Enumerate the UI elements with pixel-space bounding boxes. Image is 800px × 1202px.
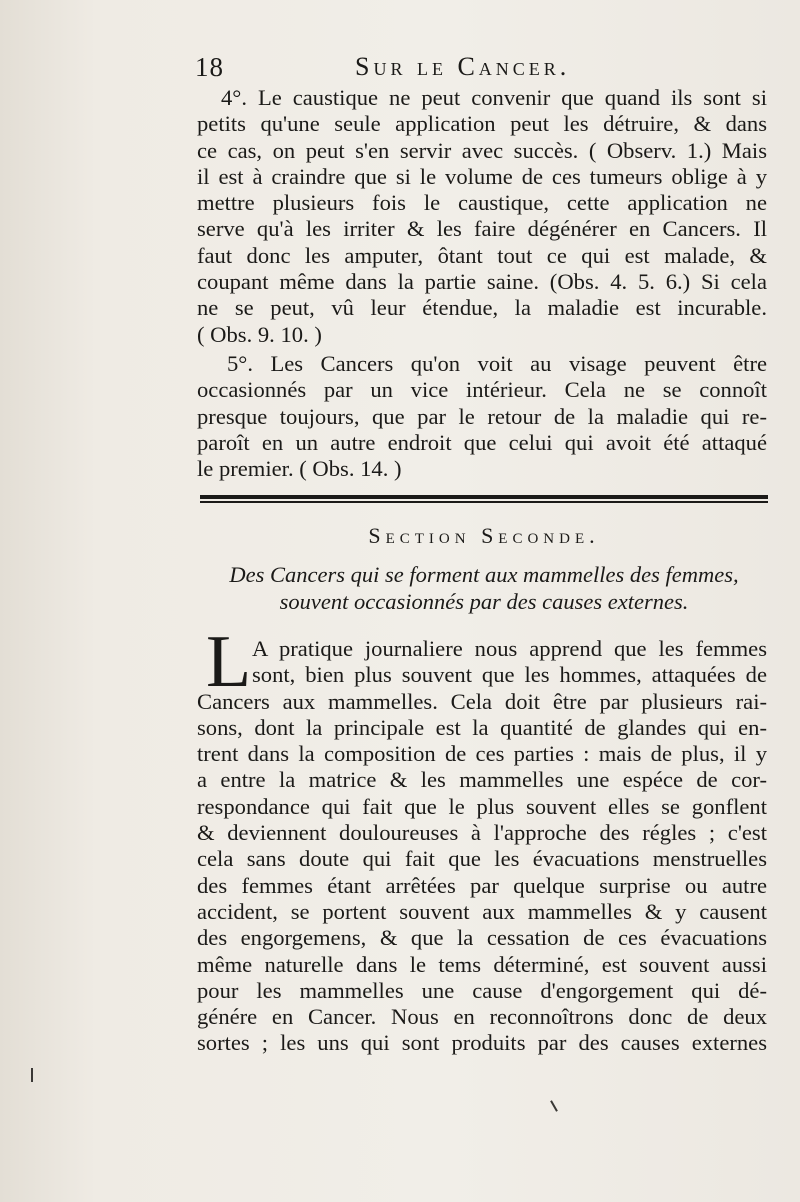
section-subtitle — [200, 561, 768, 615]
text-line: cela sans doute qui fait que les évacuations menstruelles — [197, 846, 767, 872]
text-line: mettre plusieurs fois le caustique, cette application ne — [197, 190, 767, 216]
divider-thick-rule — [200, 495, 768, 499]
text-line: petits qu'une seule application peut les détruire, & dans — [197, 111, 767, 137]
text-line: 4°. Le caustique ne peut convenir que quand ils sont si — [221, 85, 767, 110]
text-line: génére en Cancer. Nous en reconnoîtrons donc de deux — [197, 1004, 767, 1030]
text-line: & deviennent douloureuses à l'approche des régles ; c'est — [197, 820, 767, 846]
text-line: il est à craindre que si le volume de ces tumeurs oblige à y — [197, 163, 767, 189]
text-line: des engorgemens, & que la cessation de ces évacuations — [197, 925, 767, 951]
text-line: sont, bien plus souvent que les hommes, attaquées de — [252, 662, 767, 688]
text-line: des femmes étant arrêtées par quelque surprise ou autre — [197, 872, 767, 898]
text-line: Cancers aux mammelles. Cela doit être par plusieurs rai- — [197, 688, 767, 714]
text-line: paroît en un autre endroit que celui qui avoit été attaqué — [197, 429, 767, 455]
text-line: 5°. Les Cancers qu'on voit au visage peuvent être — [227, 351, 767, 376]
drop-cap: L — [206, 621, 252, 703]
margin-speck — [31, 1068, 33, 1082]
text-line: A pratique journaliere nous apprend que les femmes — [252, 636, 767, 661]
text-line: respondance qui fait que le plus souvent elles se gonflent — [197, 793, 767, 819]
section-heading: Section Seconde. — [368, 523, 600, 548]
text-line: pour les mammelles une cause d'engorgement qui dé- — [197, 977, 767, 1003]
text-line: accident, se portent souvent aux mammelles & y causent — [197, 898, 767, 924]
running-title: Sur le Cancer. — [355, 52, 571, 81]
text-line: trent dans la composition de ces parties : mais de plus, il y — [197, 741, 767, 767]
divider-thin-rule — [200, 501, 768, 503]
text-line: ( Obs. 9. 10. ) — [197, 321, 322, 347]
text-line: le premier. ( Obs. 14. ) — [197, 456, 402, 482]
text-line: ne se peut, vû leur étendue, la maladie est incurable. — [197, 295, 767, 321]
text-line: coupant même dans la partie saine. (Obs. 4. 5. 6.) Si cela — [197, 269, 767, 295]
paragraph-caustic — [197, 85, 767, 348]
text-line: faut donc les amputer, ôtant tout ce qui est malade, & — [197, 242, 767, 268]
text-line: ce cas, on peut s'en servir avec succès. ( Observ. 1.) Mais — [197, 137, 767, 163]
subtitle-line: souvent occasionnés par des causes externes. — [279, 589, 689, 614]
margin-speck — [550, 1100, 558, 1111]
subtitle-line: Des Cancers qui se forment aux mammelles des femmes, — [229, 562, 739, 587]
text-line: presque toujours, que par le retour de la maladie qui re- — [197, 403, 767, 429]
text-line: a entre la matrice & les mammelles une espéce de cor- — [197, 767, 767, 793]
text-line: sons, dont la principale est la quantité de glandes qui en- — [197, 714, 767, 740]
page-number: 18 — [195, 52, 224, 82]
text-line: sortes ; les uns qui sont produits par des causes externes — [197, 1030, 767, 1056]
paragraph-breast-cancers — [197, 636, 767, 1057]
text-line: occasionnés par un vice intérieur. Cela ne se connoît — [197, 377, 767, 403]
text-line: même naturelle dans le tems déterminé, est souvent aussi — [197, 951, 767, 977]
paragraph-face-cancers — [197, 351, 767, 482]
running-head — [195, 52, 785, 88]
section-divider — [200, 495, 768, 504]
text-line: serve qu'à les irriter & les faire dégénérer en Cancers. Il — [197, 216, 767, 242]
